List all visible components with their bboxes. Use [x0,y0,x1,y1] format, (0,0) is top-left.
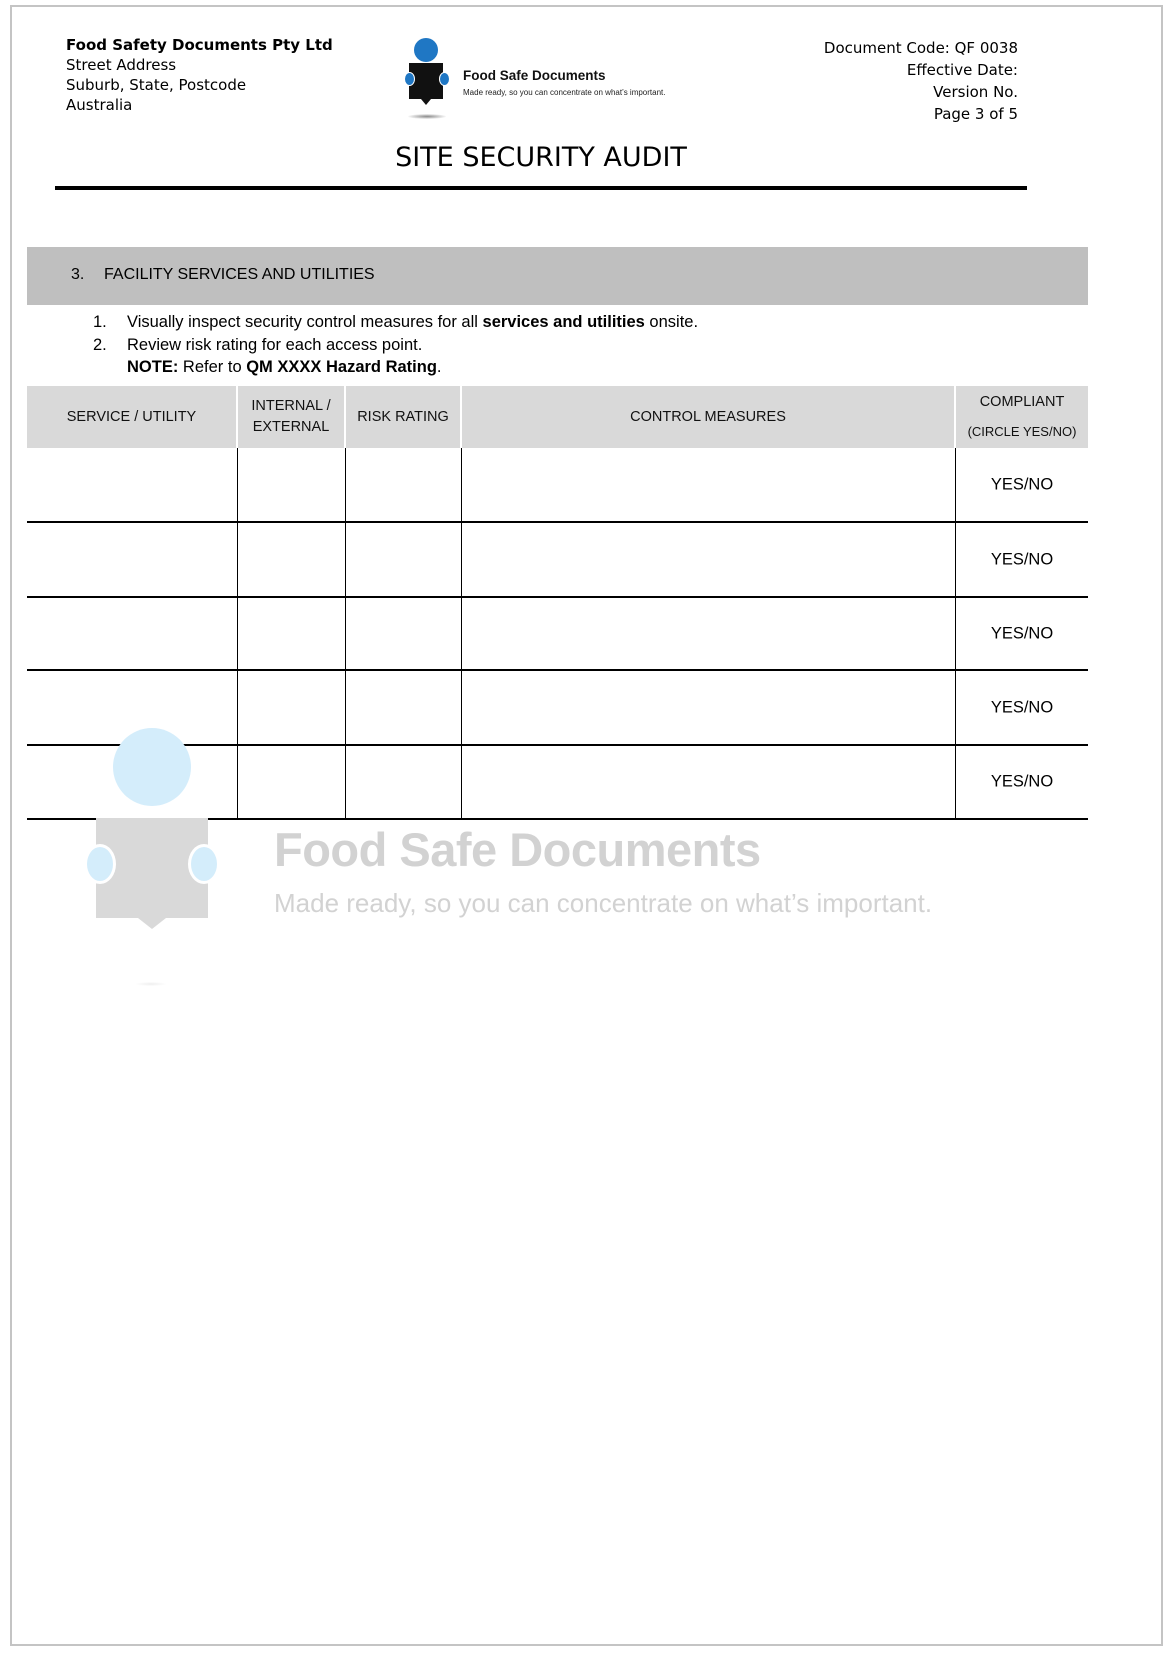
yes-no-option[interactable]: YES/NO [990,624,1054,642]
table-row [27,598,1088,671]
column-header-sublabel: (CIRCLE YES/NO) [967,424,1077,439]
service-utility-cell[interactable] [27,598,238,669]
company-name: Food Safety Documents Pty Ltd [66,36,333,54]
street-address: Street Address [66,56,177,74]
table-row [27,746,1088,820]
instruction-text-end: onsite. [644,313,699,331]
compliant-cell[interactable] [956,523,1088,596]
table-row [27,448,1088,523]
internal-external-cell[interactable] [238,746,346,818]
document-code: Document Code: QF 0038 [823,39,1018,57]
instruction-text: Review risk rating for each access point. [127,336,423,354]
section-number: 3. [71,266,85,283]
logo-brand-name: Food Safe Documents [463,68,606,83]
note-text-end: . [436,358,442,376]
suburb-state-postcode: Suburb, State, Postcode [66,76,247,94]
page-number: Page 3 of 5 [933,105,1018,123]
watermark-tagline: Made ready, so you can concentrate on what’s important. [274,888,933,918]
yes-no-option[interactable]: YES/NO [990,698,1054,716]
instruction-emphasis: services and utilities [482,313,645,331]
column-header-label: RISK RATING [357,408,449,425]
risk-rating-cell[interactable] [346,448,462,521]
internal-external-cell[interactable] [238,598,346,669]
compliant-cell[interactable] [956,598,1088,669]
column-header-label: SERVICE / UTILITY [66,408,197,425]
column-header-compliant [956,386,1088,448]
compliant-cell[interactable] [956,448,1088,521]
column-header-risk-rating [346,386,462,448]
note-reference: QM XXXX Hazard Rating [246,358,437,376]
note [127,358,442,377]
logo-tagline: Made ready, so you can concentrate on what’s important. [463,88,666,97]
control-measures-cell[interactable] [462,598,956,669]
service-utility-cell[interactable] [27,448,238,521]
control-measures-cell[interactable] [462,523,956,596]
logo-right-hand-icon [439,72,450,86]
yes-no-option[interactable]: YES/NO [990,772,1054,791]
note-label: NOTE: [127,358,179,376]
table-row [27,523,1088,598]
logo-shadow [408,114,446,119]
logo-left-hand-icon [404,72,415,86]
effective-date: Effective Date: [906,61,1018,79]
yes-no-option[interactable]: YES/NO [990,550,1054,568]
note-text: Refer to [178,358,247,376]
internal-external-cell[interactable] [238,523,346,596]
column-header-internal-external [238,386,346,448]
control-measures-cell[interactable] [462,746,956,818]
column-header-label: CONTROL MEASURES [630,408,786,425]
instruction-number: 2. [93,336,107,354]
company-address [66,35,333,115]
column-header-label-line2: EXTERNAL [252,419,330,435]
risk-rating-cell[interactable] [346,523,462,596]
control-measures-cell[interactable] [462,448,956,521]
table-row [27,671,1088,746]
column-header-label: INTERNAL / [251,398,331,414]
title-divider [55,186,1027,190]
version-number: Version No. [933,83,1018,101]
control-measures-cell[interactable] [462,671,956,744]
internal-external-cell[interactable] [238,448,346,521]
column-header-label: COMPLIANT [979,394,1065,410]
instruction-number: 1. [93,313,107,331]
watermark-brand-name: Food Safe Documents [274,823,761,876]
service-utility-cell[interactable] [27,746,238,818]
risk-rating-cell[interactable] [346,598,462,669]
country: Australia [66,96,133,114]
section-title: FACILITY SERVICES AND UTILITIES [104,266,375,283]
compliant-cell[interactable] [956,746,1088,818]
yes-no-option[interactable]: YES/NO [990,475,1054,493]
company-logo [402,36,692,124]
instruction-item [93,336,422,355]
instruction-text: Visually inspect security control measures for all [127,313,483,331]
document-title: SITE SECURITY AUDIT [395,142,687,173]
service-utility-cell[interactable] [27,523,238,596]
logo-head-icon [414,38,438,62]
compliant-cell[interactable] [956,671,1088,744]
column-header-control-measures [462,386,956,448]
document-meta [824,37,1018,125]
table-header [27,386,1088,448]
column-header-service-utility [27,386,238,448]
section-heading-bar [27,247,1088,305]
instruction-item [93,313,698,332]
service-utility-cell[interactable] [27,671,238,744]
internal-external-cell[interactable] [238,671,346,744]
risk-rating-cell[interactable] [346,671,462,744]
risk-rating-cell[interactable] [346,746,462,818]
